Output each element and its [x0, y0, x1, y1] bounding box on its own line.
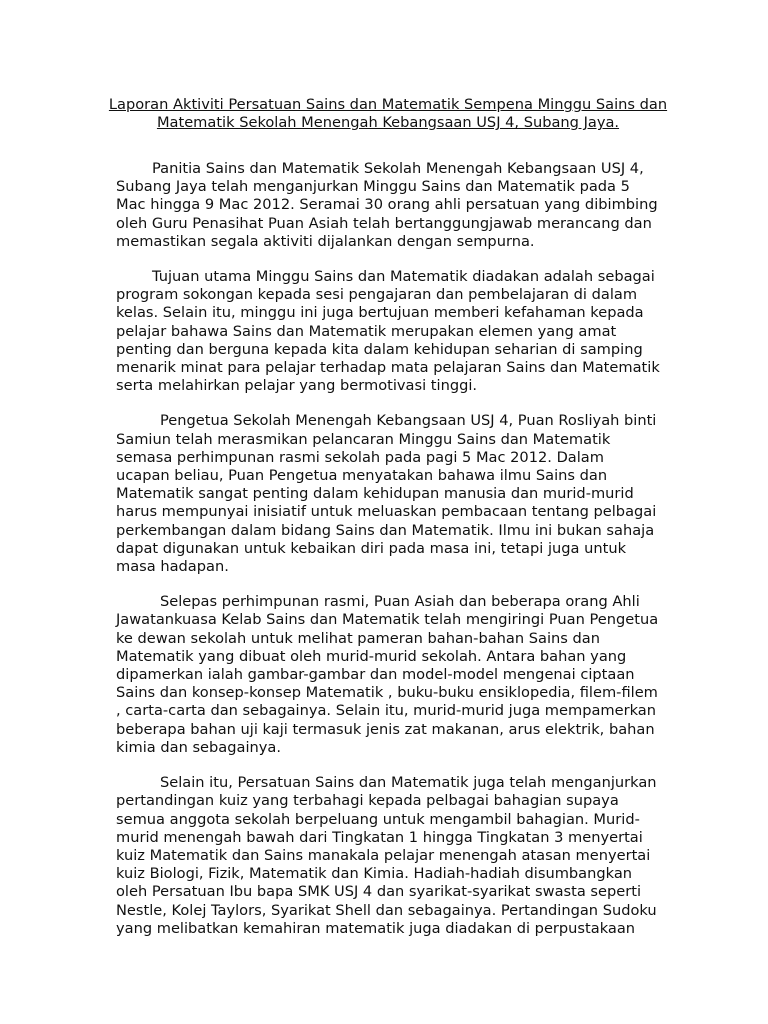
- paragraph-1: Panitia Sains dan Matematik Sekolah Menengah Kebangsaan USJ 4, Subang Jaya telah menganjurkan Minggu Sains dan Matematik pada 5 Mac hingga 9 Mac 2012. Seramai 30 orang ahli persatuan yang dibimbing oleh Guru Penasihat Puan Asiah telah bertanggungjawab merancang dan memastikan segala aktiviti dijalankan dengan sempurna.: [116, 160, 658, 250]
- paragraph-4: Selepas perhimpunan rasmi, Puan Asiah dan beberapa orang Ahli Jawatankuasa Kelab Sains dan Matematik telah mengiringi Puan Pengetua ke dewan sekolah untuk melihat pameran bahan-bahan Sains dan Matematik yang dibuat oleh murid-murid sekolah. Antara bahan yang dipamerkan ialah gambar-gambar dan model-model mengenai ciptaan Sains dan konsep-konsep Matematik , buku-buku ensiklopedia, filem-filem , carta-carta dan sebagainya. Selain itu, murid-murid juga mempamerkan beberapa bahan uji kaji termasuk jenis zat makanan, arus elektrik, bahan kimia dan sebagainya.: [116, 593, 659, 756]
- paragraph-3: Pengetua Sekolah Menengah Kebangsaan USJ 4, Puan Rosliyah binti Samiun telah merasmikan pelancaran Minggu Sains dan Matematik semasa perhimpunan rasmi sekolah pada pagi 5 Mac 2012. Dalam ucapan beliau, Puan Pengetua menyatakan bahawa ilmu Sains dan Matematik sangat penting dalam kehidupan manusia dan murid-murid harus mempunyai inisiatif untuk meluaskan pembacaan tentang pelbagai perkembangan dalam bidang Sains dan Matematik. Ilmu ini bukan sahaja dapat digunakan untuk kebaikan diri pada masa ini, tetapi juga untuk masa hadapan.: [116, 412, 657, 576]
- document-body: [116, 160, 660, 938]
- paragraph-5: Selain itu, Persatuan Sains dan Matematik juga telah menganjurkan pertandingan kuiz yang terbahagi kepada pelbagai bahagian supaya semua anggota sekolah berpeluang untuk mengambil bahagian. Murid-murid menengah bawah dari Tingkatan 1 hingga Tingkatan 3 menyertai kuiz Matematik dan Sains manakala pelajar menengah atasan menyertai kuiz Biologi, Fizik, Matematik dan Kimia. Hadiah-hadiah disumbangkan oleh Persatuan Ibu bapa SMK USJ 4 dan syarikat-syarikat swasta seperti Nestle, Kolej Taylors, Syarikat Shell dan sebagainya. Pertandingan Sudoku yang melibatkan kemahiran matematik juga diadakan di perpustakaan: [116, 774, 657, 937]
- document-title: Laporan Aktiviti Persatuan Sains dan Matematik Sempena Minggu Sains dan Matematik Sekolah Menengah Kebangsaan USJ 4, Subang Jaya.: [108, 96, 668, 132]
- paragraph-2: Tujuan utama Minggu Sains dan Matematik diadakan adalah sebagai program sokongan kepada sesi pengajaran dan pembelajaran di dalam kelas. Selain itu, minggu ini juga bertujuan memberi kefahaman kepada pelajar bahawa Sains dan Matematik merupakan elemen yang amat penting dan berguna kepada kita dalam kehidupan seharian di samping menarik minat para pelajar terhadap mata pelajaran Sains dan Matematik serta melahirkan pelajar yang bermotivasi tinggi.: [116, 268, 660, 395]
